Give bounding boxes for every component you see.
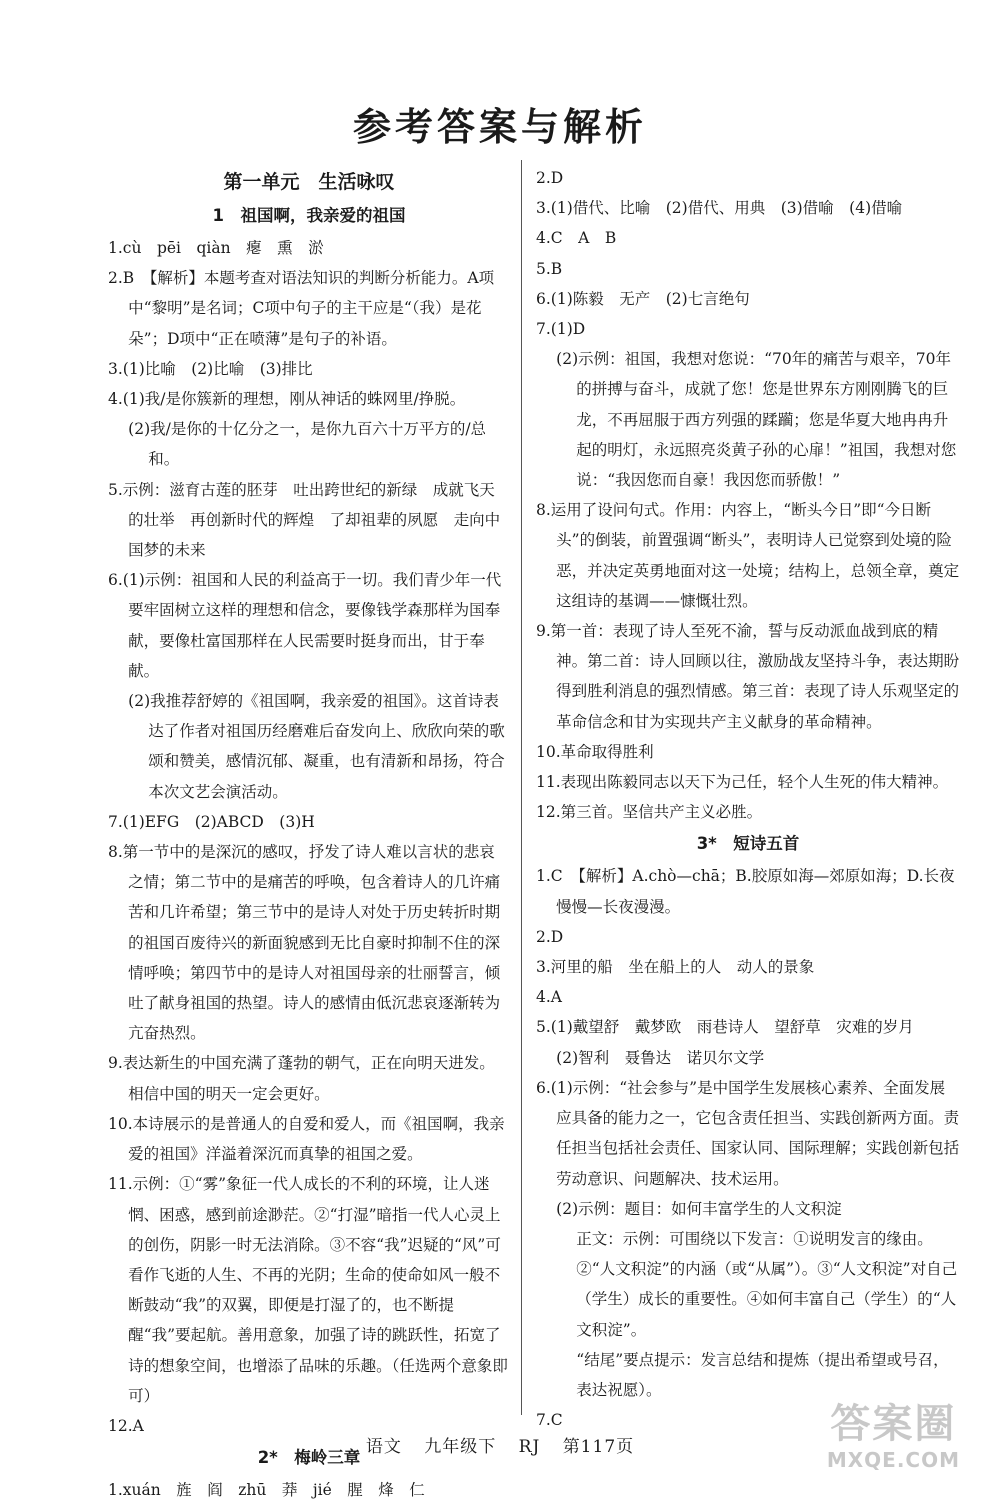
answer-item: 1.cù pēi qiàn 瘪 熏 淤	[108, 239, 324, 257]
left-column	[108, 165, 510, 1505]
answer-item: 6.(1)示例：祖国和人民的利益高于一切。我们青少年一代要牢固树立这样的理想和信念，要像钱学森那样为国奉献，要像杜富国那样在人民需要时挺身而出，甘于奉献。	[108, 571, 502, 680]
answer-item: 3.(1)借代、比喻 (2)借代、用典 (3)借喻 (4)借喻	[536, 199, 903, 218]
answer-item: 1.xuán 旌 阎 zhū 莽 jié 腥 烽 仁	[108, 1481, 425, 1500]
answer-item: 4.C A B	[536, 229, 617, 248]
answer-item: 5.示例：滋育古莲的胚芽 吐出跨世纪的新绿 成就飞天的壮举 再创新时代的辉煌 了却祖辈的夙愿 走向中国梦的未来	[108, 480, 501, 560]
column-divider	[521, 160, 522, 1415]
footer-grade: 九年级下	[424, 1437, 497, 1457]
answer-item: 8.第一节中的是深沉的感叹，抒发了诗人难以言状的悲哀之情；第二节中的是痛苦的呼唤，包含着诗人的几许痛苦和几许希望；第三节中的是诗人对处于历史转折时期的祖国百废待兴的新面貌感到无比自豪时抑制不住的深情呼唤；第四节中的是诗人对祖国母亲的壮丽誓言，倾吐了献身祖国的热望。诗人的感情由低沉悲哀逐渐转为亢奋热烈。	[108, 843, 501, 1043]
watermark-text: 答案圈	[830, 1401, 957, 1447]
answer-item: 1.C 【解析】A.chò—chā；B.胶原如海—郊原如海；D.长夜慢慢—长夜漫漫。	[536, 867, 955, 916]
answer-item: (2)示例：祖国，我想对您说：“70年的痛苦与艰辛，70年的拼搏与奋斗，成就了您！您是世界东方刚刚腾飞的巨龙，不再屈服于西方列强的蹂躏；您是华夏大地冉冉升起的明灯，永远照亮炎黄子孙的心扉！”祖国，我想对您说：“我因您而自豪！我因您而骄傲！”	[556, 350, 957, 490]
answer-item: 2.D	[536, 169, 564, 187]
answer-item: 6.(1)示例：“社会参与”是中国学生发展核心素养、全面发展应具备的能力之一，它包含责任担当、实践创新两方面。责任担当包括社会责任、国家认同、国际理解；实践创新包括劳动意识、问题解决、技术运用。	[536, 1078, 960, 1188]
answer-item: 7.C	[536, 1411, 563, 1430]
answer-item: 5.(1)戴望舒 戴梦欧 雨巷诗人 望舒草 灾难的岁月	[536, 1018, 914, 1037]
answer-item: 12.A	[108, 1416, 144, 1435]
answer-item: (2)我推荐舒婷的《祖国啊，我亲爱的祖国》。这首诗表达了作者对祖国历经磨难后奋发向上、欣欣向荣的歌颂和赞美，感情沉郁、凝重，也有清新和昂扬，符合本次文艺会演活动。	[128, 692, 505, 801]
answer-item: 7.(1)D	[536, 320, 586, 339]
answer-item: (2)我/是你的十亿分之一，是你九百六十万平方的/总和。	[128, 420, 487, 469]
answer-item: 7.(1)EFG (2)ABCD (3)H	[108, 812, 315, 831]
watermark-logo	[827, 1400, 960, 1472]
answer-item: 5.B	[536, 259, 563, 278]
answer-item: 6.(1)陈毅 无产 (2)七言绝句	[536, 289, 750, 308]
answer-item: (2)示例：题目：如何丰富学生的人文积淀	[556, 1199, 842, 1218]
answer-item: 3.(1)比喻 (2)比喻 (3)排比	[108, 359, 313, 378]
answer-item: 正文：示例：可围绕以下发言：①说明发言的缘由。②“人文积淀”的内涵（或“从属”）。③“人文积淀”对自己（学生）成长的重要性。④如何丰富自己（学生）的“人文积淀”。	[576, 1229, 958, 1339]
footer-subject: 语文	[365, 1437, 402, 1457]
lesson-heading: 1 祖国啊，我亲爱的祖国	[212, 206, 406, 225]
answer-item: 9.表达新生的中国充满了蓬勃的朝气，正在向明天进发。相信中国的明天一定会更好。	[108, 1054, 495, 1103]
answer-item: 3.河里的船 坐在船上的人 动人的景象	[536, 958, 815, 977]
right-column	[536, 163, 960, 1435]
watermark-url: MXQE.COM	[826, 1448, 960, 1472]
answer-item: 4.A	[536, 988, 562, 1007]
answer-item: 9.第一首：表现了诗人至死不渝，誓与反动派血战到底的精神。第二首：诗人回顾以往，激励战友坚持斗争，表达期盼得到胜利消息的强烈情感。第三首：表现了诗人乐观坚定的革命信念和甘为实现共产主义献身的革命精神。	[536, 622, 960, 731]
unit-heading: 第一单元 生活咏叹	[223, 171, 395, 193]
answer-item: 11.示例：①“雾”象征一代人成长的不利的环境，让人迷惘、困惑，感到前途渺茫。②“打湿”暗指一代人心灵上的创伤，阴影一时无法消除。③不容“我”迟疑的“风”可看作飞逝的人生、不再的光阴；生命的使命如风一般不断鼓动“我”的双翼，即便是打湿了的，也不断提醒“我”要起航。善用意象，加强了诗的跳跃性，拓宽了诗的想象空间，也增添了品味的乐趣。（任选两个意象即可）	[108, 1175, 508, 1405]
footer-page-number: 第117页	[562, 1437, 635, 1457]
answer-item: 2.B 【解析】本题考查对语法知识的判断分析能力。A项中“黎明”是名词；C项中句子的主干应是“（我）是花朵”；D项中“正在喷薄”是句子的补语。	[108, 269, 495, 348]
answer-item: “结尾”要点提示：发言总结和提炼（提出希望或号召，表达祝愿）。	[576, 1350, 949, 1399]
answer-item: 4.(1)我/是你簇新的理想，刚从神话的蛛网里/挣脱。	[108, 390, 466, 409]
lesson-heading: 3* 短诗五首	[696, 834, 800, 854]
answer-item: (2)智利 聂鲁达 诺贝尔文学	[556, 1048, 765, 1067]
answer-item: 10.本诗展示的是普通人的自爱和爱人，而《祖国啊，我亲爱的祖国》洋溢着深沉而真挚的祖国之爱。	[108, 1114, 505, 1164]
answer-item: 10.革命取得胜利	[536, 742, 654, 761]
footer-edition: RJ	[518, 1437, 541, 1457]
answer-item: 8.运用了设问句式。作用：内容上，“断头今日”即“今日断头”的倒装，前置强调“断头”，表明诗人已觉察到处境的险恶，并决定英勇地面对这一处境；结构上，总领全章，奠定这组诗的基调——慷慨壮烈。	[536, 501, 960, 610]
lesson-heading: 2* 梅岭三章	[257, 1448, 361, 1468]
answer-item: 12.第三首。坚信共产主义必胜。	[536, 803, 763, 822]
page-title: 参考答案与解析	[352, 105, 647, 149]
answer-item: 2.D	[536, 927, 564, 946]
answer-item: 11.表现出陈毅同志以天下为己任，轻个人生死的伟大精神。	[536, 773, 949, 792]
